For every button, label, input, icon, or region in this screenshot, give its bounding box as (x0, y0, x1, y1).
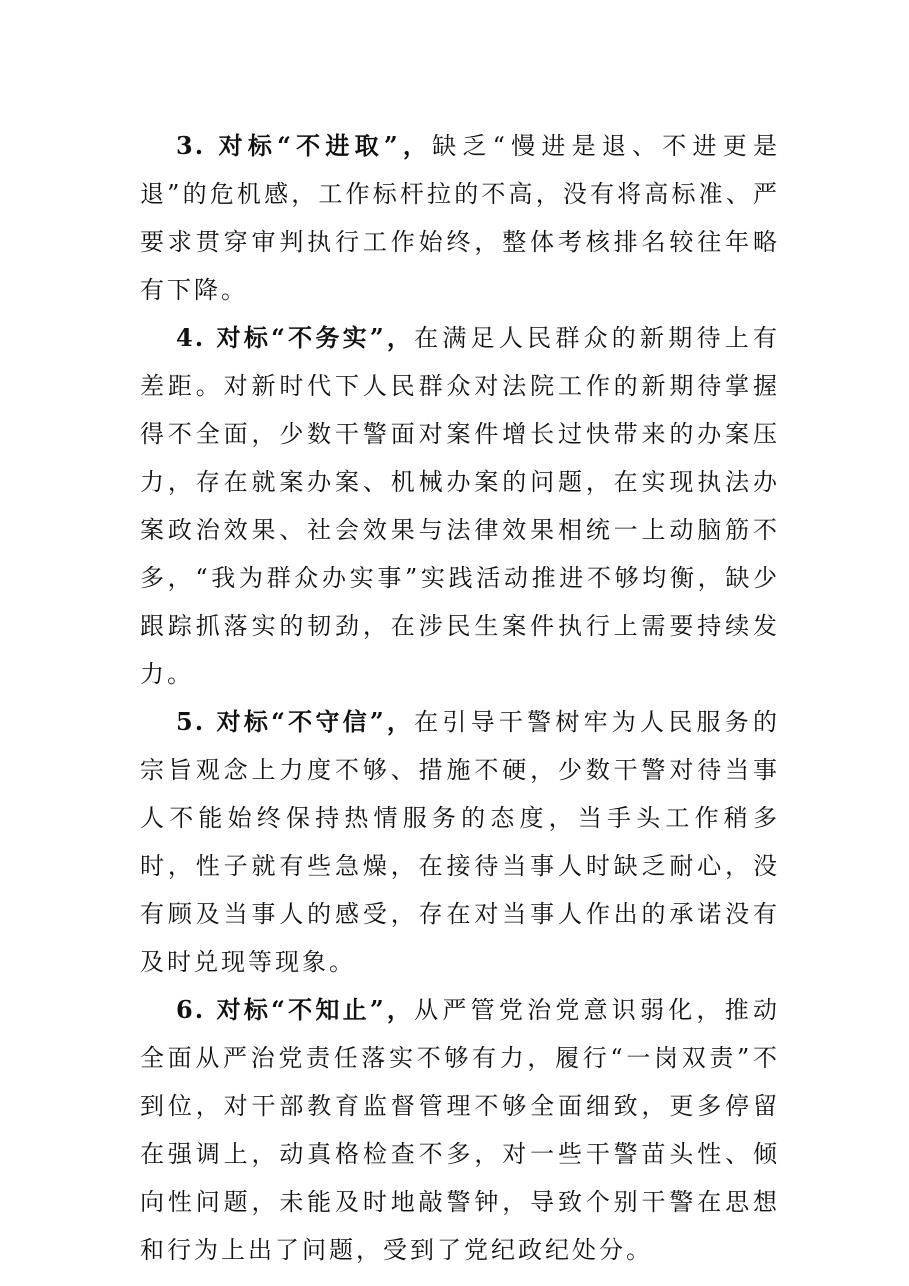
paragraph-4-heading: 4. 对标“不务实”， (176, 323, 415, 352)
paragraph-5 (140, 698, 780, 986)
paragraph-5-heading: 5. 对标“不守信”， (176, 707, 415, 736)
document-body (140, 122, 780, 1274)
paragraph-4 (140, 314, 780, 698)
paragraph-5-body: 在引导干警树牢为人民服务的宗旨观念上力度不够、措施不硬，少数干警对待当事人不能始终保持热情服务的态度，当手头工作稍多时，性子就有些急燥，在接待当事人时缺乏耐心，没有顾及当事人的感受，存在对当事人作出的承诺没有及时兑现等现象。 (140, 708, 780, 976)
paragraph-3-heading: 3. 对标“不进取”， (176, 131, 433, 160)
paragraph-3 (140, 122, 780, 314)
paragraph-3-body: 缺乏“慢进是退、不进更是退”的危机感，工作标杆拉的不高，没有将高标准、严要求贯穿审判执行工作始终，整体考核排名较往年略有下降。 (140, 132, 780, 304)
paragraph-4-body: 在满足人民群众的新期待上有差距。对新时代下人民群众对法院工作的新期待掌握得不全面，少数干警面对案件增长过快带来的办案压力，存在就案办案、机械办案的问题，在实现执法办案政治效果、社会效果与法律效果相统一上动脑筋不多，“我为群众办实事”实践活动推进不够均衡，缺少跟踪抓落实的韧劲，在涉民生案件执行上需要持续发力。 (140, 324, 780, 688)
paragraph-6-heading: 6. 对标“不知止”， (176, 995, 415, 1024)
paragraph-6-body: 从严管党治党意识弱化，推动全面从严治党责任落实不够有力，履行“一岗双责”不到位，对干部教育监督管理不够全面细致，更多停留在强调上，动真格检查不多，对一些干警苗头性、倾向性问题，未能及时地敲警钟，导致个别干警在思想和行为上出了问题，受到了党纪政纪处分。 (140, 996, 780, 1264)
paragraph-6 (140, 986, 780, 1274)
